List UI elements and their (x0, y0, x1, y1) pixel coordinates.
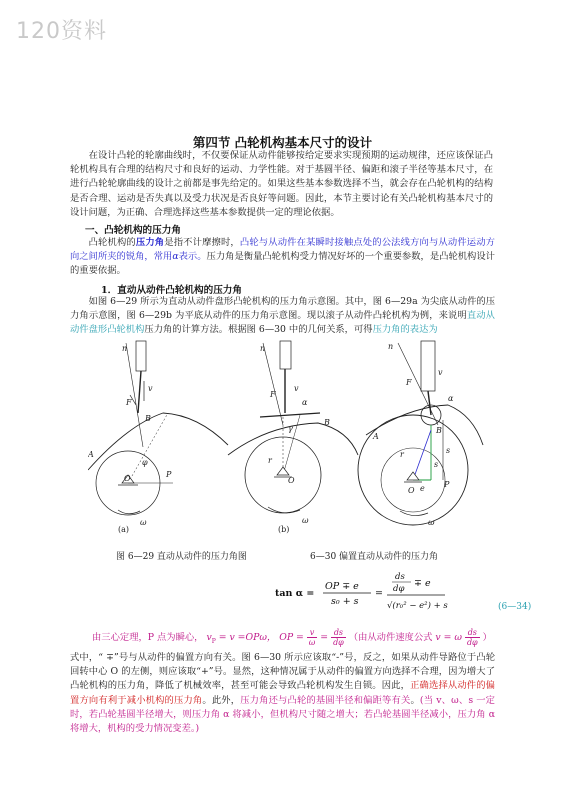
heading-direct-follower: 1．直动从动件凸轮机构的压力角 (101, 285, 242, 296)
text-run: 式中，“ ∓”号与从动件的偏置方向有关。图 6—30 所示应该取“-”号，反之，如果从动件导路位于凸轮回转中心 O 的左侧，则应该取“+”号。显然，这种情况属于从动件的偏置方向选择不合理，因为增大了凸轮机构的压力角，降低了机械效率，甚至可能会导致凸轮机构发生自锁。因此， (70, 652, 495, 692)
kin-dphi: dφ (333, 638, 344, 647)
alpha-symbol: α (172, 251, 179, 263)
kin-note: （由从动件速度公式 (348, 632, 433, 643)
label-gamma-b: γ (288, 424, 293, 433)
text-run: 凸轮机构的 (88, 237, 136, 248)
kin-vel: v = ω (435, 632, 462, 643)
definition-highlight-end: 表示。 (178, 251, 207, 263)
red-highlight: 正确选择从动件的偏置方向有利于减小机构的压力角 (70, 680, 495, 706)
heading-pressure-angle: 一、凸轮机构的压力角 (85, 225, 181, 236)
label-F-a: F (126, 398, 132, 407)
eq-dphi: dφ (393, 584, 405, 594)
label-r0-c: r (400, 450, 404, 459)
label-B-b: B (324, 418, 330, 427)
term-pressure-angle: 压力角 (135, 237, 165, 248)
kin-v: v (309, 628, 315, 637)
label-F-b: F (270, 390, 276, 399)
label-n-a: n (122, 344, 128, 353)
pressure-angle-definition (70, 236, 495, 279)
text-run: 。 (410, 694, 420, 706)
label-O-c: O (408, 486, 415, 495)
label-F-c: F (406, 378, 412, 387)
eq-den1: s₀ + s (331, 596, 359, 607)
label-alpha-c: α (448, 394, 454, 403)
label-n-b: n (260, 344, 266, 353)
section-title: 第四节 凸轮机构基本尺寸的设计 (192, 135, 373, 150)
label-s0-c: s (434, 460, 439, 469)
caption-fig-6-29: 图 6—29 直动从动件的压力角图 (116, 552, 247, 562)
definition-highlight: 凸轮与从动件在某瞬时接触点处的公法线方向与从动件运动方向之间所夹的锐角，常用 (70, 237, 495, 263)
intro-paragraph: 在设计凸轮的轮廓曲线时，不仅要保证从动件能够按给定要求实现预期的运动规律，还应该保证凸轮机构具有合理的结构尺寸和良好的运动、力学性能。对于基圆半径、偏距和滚子半径等基本尺寸，在进行凸轮轮廓曲线的设计之前都是事先给定的。如果这些基本参数选择不当，就会存在凸轮机构的结构是否合理、运动是否失真以及受力状况是否良好等问题。因此，本节主要讨论有关凸轮机构基本尺寸的设计问题，为正确、合理选择这些基本参数提供一定的理论依据。 (70, 150, 493, 218)
eq-ds: ds (395, 572, 405, 582)
kin-dphi2: dφ (466, 638, 478, 647)
cyan-highlight: 直动从动件盘形凸轮机构 (70, 310, 495, 336)
label-O-b: O (288, 476, 295, 485)
label-b: (b) (278, 525, 290, 534)
pink-highlight: 压力角还与凸轮的基圆半径和偏距等有关 (240, 694, 411, 706)
label-B-c: B (436, 426, 442, 435)
kin-vp-eq: = v =OPω， (218, 632, 277, 643)
cam-figures (88, 335, 488, 535)
label-a: (a) (118, 525, 130, 534)
kin-vp: v (206, 632, 212, 643)
label-O-a: O (124, 474, 131, 483)
figure-6-29a (88, 341, 228, 515)
label-e-c: e (420, 484, 425, 493)
label-P-c: P (444, 480, 450, 489)
label-v-a: v (148, 384, 153, 393)
eq-lhs: tan α = (275, 588, 315, 599)
label-v-b: v (294, 384, 299, 393)
kin-op: OP = (279, 632, 304, 643)
label-omega-b: ω (302, 516, 309, 525)
label-A-a: A (88, 450, 94, 459)
label-B-a: B (145, 414, 151, 423)
equation-number: (6—34) (498, 602, 532, 612)
kin-eq: = (320, 632, 329, 643)
kin-omega: ω (308, 638, 316, 647)
label-alpha-b: α (302, 398, 308, 407)
text-run: 是指不计摩擦时， (164, 237, 240, 248)
label-n-c: n (388, 342, 394, 351)
eq-equals: = (375, 588, 383, 599)
figure-intro-paragraph (70, 295, 495, 338)
kin-text: 由三心定理，P 点为瞬心， (92, 632, 204, 643)
equation-6-34 (275, 570, 505, 620)
label-v-c: v (438, 368, 443, 377)
label-r0-b: r (268, 456, 272, 465)
label-s-c: s (446, 446, 451, 455)
kin-close: ） (482, 632, 492, 643)
text-run: 压力角是衡量凸轮机构受力情况好坏的一个重要参数，是凸轮机构设计的重要依据。 (70, 251, 495, 277)
watermark: 120资料 (16, 19, 107, 44)
label-A-c: A (373, 432, 379, 441)
eq-den2: √(r₀² − e²) + s (387, 601, 448, 611)
caption-fig-6-30: 6—30 偏置直动从动件的压力角 (310, 552, 439, 562)
eq-mp: ∓ e (414, 578, 431, 589)
label-P-a: P (166, 470, 172, 479)
label-phi-a: φ (142, 458, 148, 467)
offset-direction-paragraph (70, 651, 495, 736)
kin-ds: ds (333, 628, 344, 637)
pink-note: (当 v、ω、s 一定时，若凸轮基圆半径增大，则压力角 α 将减小，但机构尺寸随之增大；若凸轮基圆半径减小，压力角 α 将增大，机构的受力情况变差。) (70, 694, 495, 735)
text-run: 如图 6—29 所示为直动从动件盘形凸轮机构的压力角示意图。其中，图 6—29a 为尖底从动件的压力角示意图，图 6—29b 为平底从动件的压力角示意图。现以滚子从动件凸轮机构为例，来说明 (70, 296, 495, 322)
label-omega-c: ω (428, 518, 435, 527)
eq-num1: OP ∓ e (325, 581, 359, 592)
text-run: 压力角的计算方法。根据图 6—30 中的几何关系，可得 (144, 324, 373, 336)
instant-center-line: 由三心定理，P 点为瞬心， $v_P = v =OP\omega$， OP = $\frac{v}{\omega} = \frac{ds}{d\varphi}$ （由从动件速度公式 v = ω $\frac{ds}{d\varphi}$ ） (92, 628, 492, 647)
kin-ds2: ds (467, 628, 477, 637)
cyan-highlight: 压力角的表达为 (372, 324, 438, 336)
label-omega-a: ω (140, 518, 147, 527)
figure-6-29b (228, 341, 358, 513)
text-run: 。此外， (202, 694, 241, 706)
